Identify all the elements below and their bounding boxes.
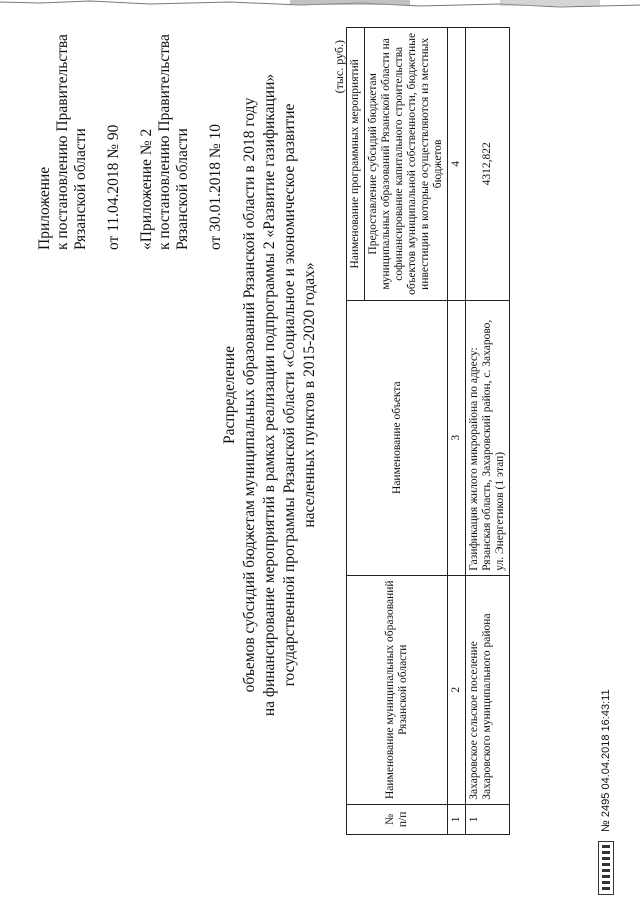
column-number: 1: [448, 804, 466, 834]
column-number: 3: [448, 300, 466, 575]
appendix-line: от 30.01.2018 № 10: [207, 124, 224, 250]
subsidy-table: [346, 27, 510, 835]
title-line: Распределение: [221, 346, 238, 444]
title-line: населенных пунктов в 2015-2020 годах»: [301, 262, 318, 528]
table-header-row: [347, 28, 365, 835]
title-line: на финансирование мероприятий в рамках реализации подпрограммы 2 «Развитие газификации»: [261, 73, 278, 717]
document-title: [220, 35, 320, 755]
registration-footer: [598, 689, 614, 895]
row-num: 1: [466, 804, 510, 834]
barcode-icon: [598, 841, 614, 895]
title-line: объемов субсидий бюджетам муниципальных образований Рязанской области в 2018 году: [241, 97, 258, 693]
appendix-block: [36, 10, 225, 250]
title-line: государственной программы Рязанской области «Социальное и экономическое развитие: [281, 103, 298, 687]
appendix-line: Приложение: [36, 166, 53, 250]
row-municipality: Захаровское сельское поселение Захаровского муниципального района: [466, 575, 510, 804]
appendix-line: «Приложение № 2: [138, 128, 155, 250]
column-number: 4: [448, 28, 466, 301]
table-row: [466, 28, 510, 835]
appendix-line: к постановлению Правительства: [156, 34, 173, 250]
appendix-line: Рязанской области: [174, 128, 191, 250]
header-program-events: Наименование программных мероприятий: [347, 28, 365, 301]
header-num: № п/п: [347, 804, 448, 834]
header-municipality: Наименование муниципальных образований Рязанской области: [347, 575, 448, 804]
units-label: (тыс. руб.): [332, 40, 346, 94]
appendix-line: к постановлению Правительства: [54, 34, 71, 250]
column-number-row: [448, 28, 466, 835]
header-object: Наименование объекта: [347, 300, 448, 575]
header-program-event-detail: Предоставление субсидий бюджетам муниципальных образований Рязанской области на софинансирование капитального строительства объектов муниципальной собственности, бюджетные инвестиции в которые осуществляются из местных бюджетов: [365, 28, 448, 301]
column-number: 2: [448, 575, 466, 804]
row-object: Газификация жилого микрорайона по адресу: Рязанская область, Захаровский район, с. Захарово, ул. Энергетиков (1 этап): [466, 300, 510, 575]
row-amount: 4312,822: [466, 28, 510, 301]
appendix-line: Рязанской области: [72, 128, 89, 250]
appendix-line: от 11.04.2018 № 90: [105, 124, 122, 250]
registration-number: № 2495 04.04.2018 16:43:11: [599, 689, 612, 832]
